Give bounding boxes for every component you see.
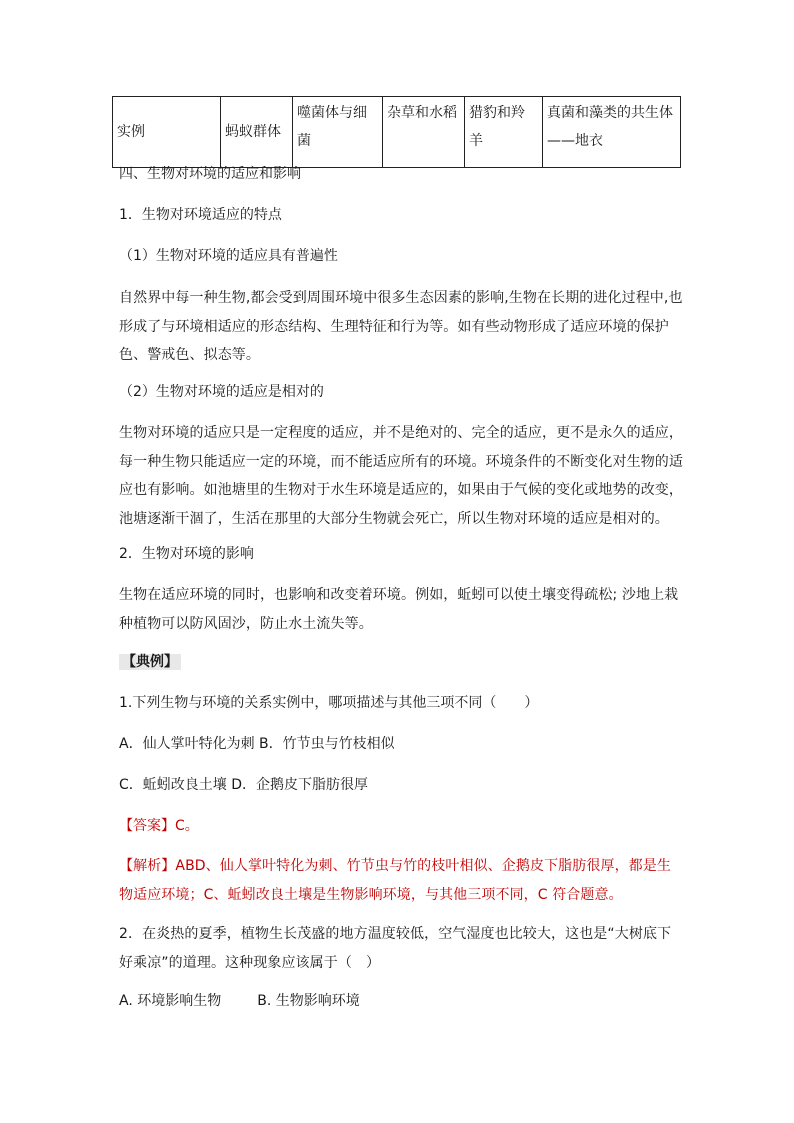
question-2-option-a: A. 环境影响生物 [119, 993, 222, 1009]
example-heading [119, 648, 689, 676]
subsection-title: （2）生物对环境的适应是相对的 [119, 384, 324, 400]
subsection-title: 2．生物对环境的影响 [119, 546, 254, 562]
question-2-options [119, 987, 689, 1015]
table-cell-header: 实例 [113, 97, 221, 168]
question-2: 2．在炎热的夏季，植物生长茂盛的地方温度较低，空气湿度也比较大，这也是“大树底下好乘凉”的道理。这种现象应该属于（ ） [119, 926, 672, 971]
analysis-tag: 【解析】 [119, 858, 176, 874]
table-row [113, 97, 681, 168]
question-1-options-ab: A．仙人掌叶特化为刺 B．竹节虫与竹枝相似 [119, 736, 395, 752]
paragraph: 生物对环境的适应只是一定程度的适应，并不是绝对的、完全的适应，更不是永久的适应，每一种生物只能适应一定的环境，而不能适应所有的环境。环境条件的不断变化对生物的适应也有影响。如池塘里的生物对于水生环境是适应的，如果由于气候的变化或地势的改变，池塘逐渐干涸了，生活在那里的大部分生物就会死亡，所以生物对环境的适应是相对的。 [119, 425, 683, 527]
answer-line [119, 812, 689, 840]
question-2-option-b: B. 生物影响环境 [257, 993, 360, 1009]
paragraph: 生物在适应环境的同时，也影响和改变着环境。例如，蚯蚓可以使土壤变得疏松; 沙地上栽种植物可以防风固沙，防止水土流失等。 [119, 587, 679, 632]
table-cell: 真菌和藻类的共生体——地衣 [543, 97, 681, 168]
answer-value: C。 [175, 818, 199, 834]
table-cell: 蚂蚁群体 [221, 97, 293, 168]
subsection-title: （1）生物对环境的适应具有普遍性 [119, 248, 338, 264]
question-1-options-cd: C．蚯蚓改良土壤 D．企鹅皮下脂肪很厚 [119, 777, 369, 793]
example-tag: 【典例】 [119, 654, 181, 670]
analysis-paragraph [119, 852, 685, 910]
table-cell: 猎豹和羚羊 [465, 97, 543, 168]
subsection-title: 1．生物对环境适应的特点 [119, 207, 282, 223]
table-cell: 噬菌体与细菌 [293, 97, 383, 168]
paragraph: 自然界中每一种生物,都会受到周围环境中很多生态因素的影响,生物在长期的进化过程中,也形成了与环境相适应的形态结构、生理特征和行为等。如有些动物形成了适应环境的保护色、警戒色、拟态等。 [119, 290, 683, 363]
section-title: 四、生物对环境的适应和影响 [119, 166, 301, 182]
answer-tag: 【答案】 [119, 818, 175, 834]
table-cell: 杂草和水稻 [383, 97, 465, 168]
question-1: 1.下列生物与环境的关系实例中，哪项描述与其他三项不同（ ） [119, 695, 539, 711]
analysis-text: ABD、仙人掌叶特化为刺、竹节虫与竹的枝叶相似、企鹅皮下脂肪很厚，都是生物适应环境；C、蚯蚓改良土壤是生物影响环境，与其他三项不同，C 符合题意。 [119, 858, 671, 903]
examples-table [112, 96, 681, 168]
